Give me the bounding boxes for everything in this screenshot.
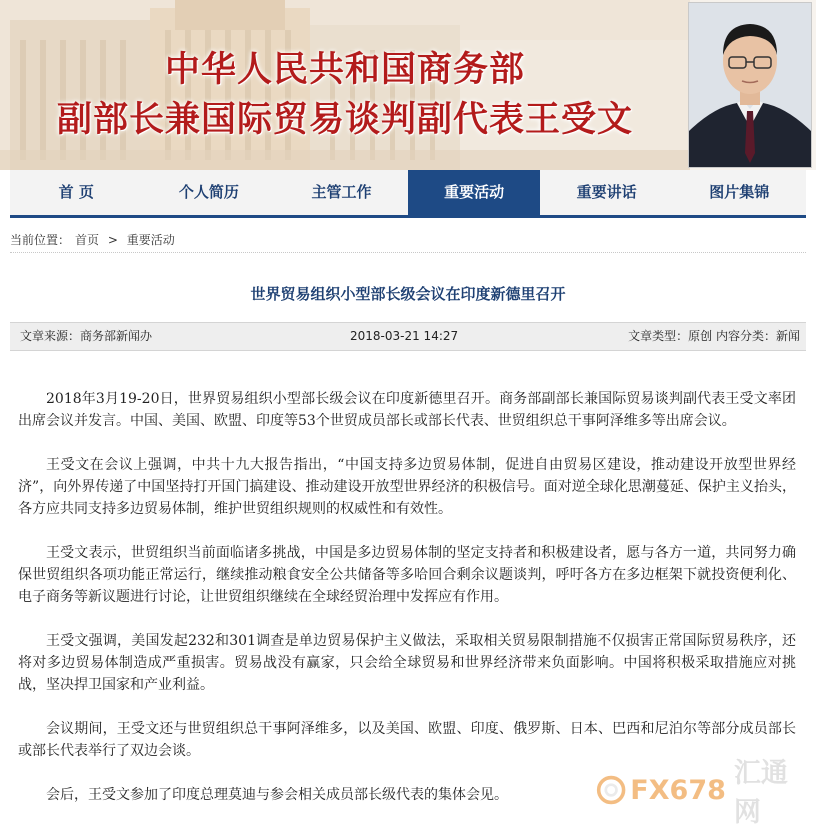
nav-item-responsibilities[interactable]: 主管工作 [311,183,372,201]
watermark-brand: FX678 [630,774,726,806]
breadcrumb [10,230,806,253]
article-paragraph: 王受文在会议上强调，中共十九大报告指出，“中国支持多边贸易体制，促进自由贸易区建设，推动建设开放型世界经济”，向外界传递了中国坚持打开国门搞建设、推动建设开放型世界经济的积极信号。面对逆全球化思潮蔓延、保护主义抬头，各方应共同支持多边贸易体制，维护世贸组织规则的权威性和有效性。 [18,457,796,517]
fx678-watermark [596,758,806,828]
article-source: 文章来源：商务部新闻办 [20,329,153,343]
article-paragraph: 会议期间，王受文还与世贸组织总干事阿泽维多，以及美国、欧盟、印度、俄罗斯、日本、巴西和尼泊尔等部分成员部长或部长代表举行了双边会谈。 [18,721,796,759]
article-body [18,388,796,828]
article-paragraph: 会后，王受文参加了印度总理莫迪与参会相关成员部长级代表的集体会见。 [46,787,508,803]
official-portrait-photo [688,2,812,168]
breadcrumb-home-link[interactable]: 首页 [75,233,100,247]
article-title: 世界贸易组织小型部长级会议在印度新德里召开 [250,285,566,303]
header-banner [0,0,816,170]
article-type: 文章类型：原创 内容分类：新闻 [628,329,800,343]
nav-item-home[interactable]: 首 页 [58,183,94,201]
main-nav [10,170,806,218]
article-meta-bar [10,322,806,351]
fx678-logo-icon [596,773,626,807]
watermark-name: 汇通网 [733,758,788,828]
article-date: 2018-03-21 14:27 [350,329,459,343]
banner-title-position: 副部长兼国际贸易谈判副代表王受文 [56,100,633,140]
breadcrumb-prefix: 当前位置： [10,233,71,247]
article-paragraph: 王受文表示，世贸组织当前面临诸多挑战，中国是多边贸易体制的坚定支持者和积极建设者，愿与各方一道，共同努力确保世贸组织各项功能正常运行，继续推动粮食安全公共储备等多哈回合剩余议题谈判，呼吁各方在多边框架下就投资便利化、电子商务等新议题进行讨论，让世贸组织继续在全球经贸治理中发挥应有作用。 [18,545,796,605]
nav-item-photo-gallery[interactable]: 图片集锦 [709,183,770,201]
article-paragraph: 王受文强调，美国发起232和301调查是单边贸易保护主义做法，采取相关贸易限制措施不仅损害正常国际贸易秩序，还将对多边贸易体制造成严重损害。贸易战没有赢家，只会给全球贸易和世界经济带来负面影响。中国将积极采取措施应对挑战，坚决捍卫国家和产业利益。 [18,633,796,693]
breadcrumb-current-link[interactable]: 重要活动 [126,233,175,247]
nav-item-speeches[interactable]: 重要讲话 [576,183,637,201]
nav-item-important-activities[interactable]: 重要活动 [408,170,541,215]
breadcrumb-separator: > [107,233,118,247]
article-paragraph: 2018年3月19-20日，世界贸易组织小型部长级会议在印度新德里召开。商务部副部长兼国际贸易谈判副代表王受文率团出席会议并发言。中国、美国、欧盟、印度等53个世贸成员部长或部长代表、世贸组织总干事阿泽维多等出席会议。 [18,391,796,429]
nav-item-resume[interactable]: 个人简历 [178,183,239,201]
banner-title-ministry: 中华人民共和国商务部 [164,50,525,90]
